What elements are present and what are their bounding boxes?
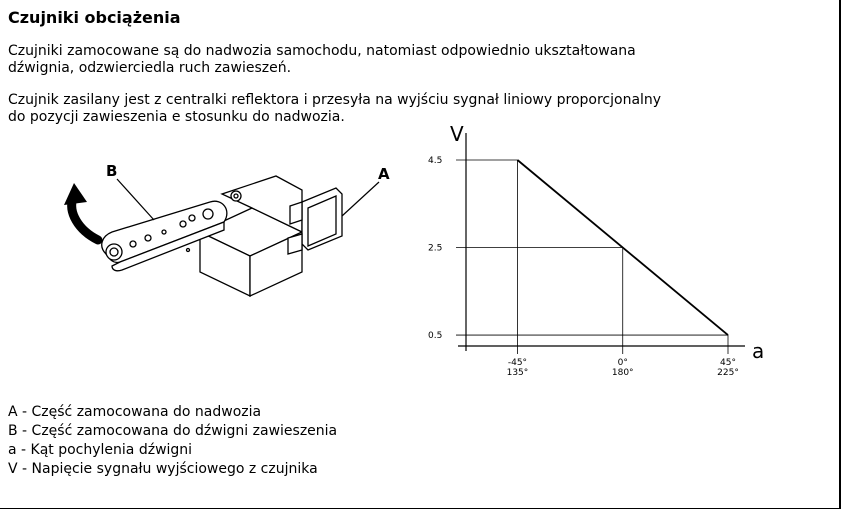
y-tick-label: 2.5 xyxy=(428,243,443,254)
x-tick-label: 180° xyxy=(611,368,634,378)
label-b: B xyxy=(106,162,118,180)
legend-item: B - Część zamocowana do dźwigni zawieszenia xyxy=(8,423,338,439)
y-axis-label: V xyxy=(450,122,464,146)
legend-item: a - Kąt pochylenia dźwigni xyxy=(8,442,193,458)
paragraph-line: do pozycji zawieszenia e stosunku do nadwozia. xyxy=(8,109,345,125)
x-tick-label: 135° xyxy=(506,368,529,378)
paragraph-line: dźwignia, odzwierciedla ruch zawieszeń. xyxy=(8,60,292,76)
x-tick-label: 225° xyxy=(717,368,739,378)
x-axis-label: a xyxy=(752,339,765,363)
legend-list xyxy=(8,403,337,479)
paragraph-line: Czujnik zasilany jest z centralki reflektora i przesyła na wyjściu sygnał liniowy proporcjonalny xyxy=(8,92,662,108)
legend-item: A - Część zamocowana do nadwozia xyxy=(8,404,262,420)
legend-item: V - Napięcie sygnału wyjściowego z czujnika xyxy=(8,461,318,477)
label-a: A xyxy=(378,165,390,183)
x-tick-label: 45° xyxy=(720,358,736,368)
y-tick-label: 4.5 xyxy=(428,156,443,166)
x-tick-label: -45° xyxy=(507,358,528,368)
page-title: Czujniki obciążenia xyxy=(8,8,181,27)
y-tick-label: 0.5 xyxy=(428,331,443,342)
paragraph-line: Czujniki zamocowane są do nadwozia samochodu, natomiast odpowiednio ukształtowana xyxy=(8,43,636,59)
x-tick-label: 0° xyxy=(617,358,628,368)
